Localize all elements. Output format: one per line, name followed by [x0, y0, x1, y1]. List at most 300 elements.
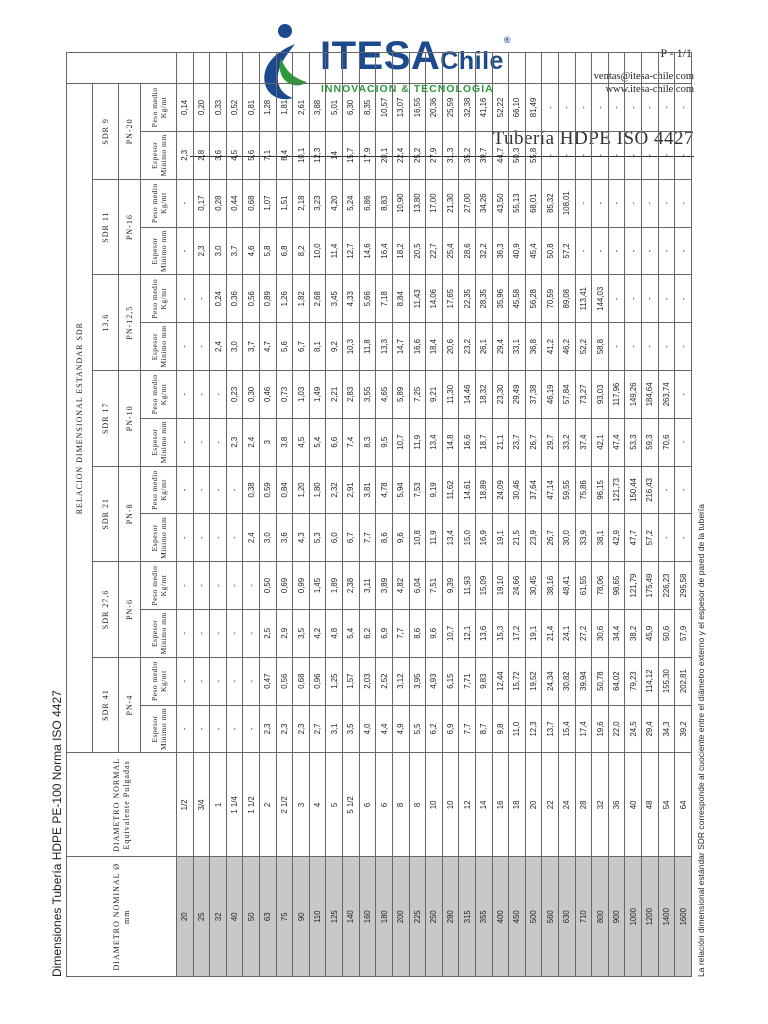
cell-espesor: 7,7	[459, 705, 476, 753]
table-row	[193, 53, 210, 977]
cell-peso: 14,46	[459, 370, 476, 418]
cell-pulgadas: 10	[426, 753, 443, 857]
cell-espesor: 13,4	[442, 514, 459, 562]
cell-espesor: 34,4	[608, 609, 625, 657]
cell-espesor: 34,3	[658, 705, 675, 753]
cell-peso: 0,84	[276, 466, 293, 514]
header-espesor: Espesor Mínimo mm	[141, 705, 177, 753]
cell-diametro-nominal: 32	[210, 857, 227, 977]
cell-espesor: 14,7	[392, 323, 409, 371]
cell-spacer	[276, 53, 293, 84]
cell-peso: 14,06	[426, 275, 443, 323]
cell-peso: 78,06	[592, 562, 609, 610]
cell-spacer	[575, 53, 592, 84]
cell-peso: 3,45	[326, 275, 343, 323]
cell-pulgadas: 6	[376, 753, 393, 857]
header-sdr: SDR 21	[93, 466, 119, 562]
cell-espesor: 42,1	[592, 418, 609, 466]
cell-peso: 0,50	[260, 562, 277, 610]
cell-peso: 0,56	[276, 657, 293, 705]
cell-peso: 7,53	[409, 466, 426, 514]
cell-espesor: -	[608, 323, 625, 371]
cell-peso: -	[210, 466, 227, 514]
cell-peso: 216,43	[642, 466, 659, 514]
cell-espesor: 5,6	[276, 323, 293, 371]
cell-espesor: -	[642, 323, 659, 371]
cell-peso: 35,96	[492, 275, 509, 323]
cell-espesor: 6,8	[276, 227, 293, 275]
cell-espesor: 4,2	[309, 609, 326, 657]
cell-espesor: -	[675, 131, 692, 179]
cell-espesor: -	[210, 609, 227, 657]
cell-espesor: 5,5	[409, 705, 426, 753]
cell-peso: 3,88	[309, 83, 326, 131]
header-rde: RELACION DIMENSIONAL ESTANDAR SDR	[67, 83, 93, 752]
cell-peso: 202,81	[675, 657, 692, 705]
cell-espesor: 15,3	[492, 609, 509, 657]
cell-peso: 1,03	[293, 370, 310, 418]
cell-espesor: 24,1	[559, 609, 576, 657]
cell-espesor: -	[177, 227, 194, 275]
cell-espesor: 14	[326, 131, 343, 179]
cell-spacer	[359, 53, 376, 84]
table-row	[343, 53, 360, 977]
cell-espesor: 45,9	[642, 609, 659, 657]
cell-peso: -	[542, 83, 559, 131]
cell-pulgadas: 40	[625, 753, 642, 857]
cell-espesor: -	[608, 131, 625, 179]
cell-espesor: 36,3	[492, 227, 509, 275]
cell-peso: -	[675, 275, 692, 323]
cell-pulgadas: 5	[326, 753, 343, 857]
cell-peso: 3,89	[376, 562, 393, 610]
cell-peso: -	[675, 466, 692, 514]
brand-tagline: INNOVACIÓN & TECNOLOGÍA	[321, 83, 494, 95]
cell-espesor: 15,7	[343, 131, 360, 179]
cell-pulgadas: 1	[210, 753, 227, 857]
header-pn: PN-6	[119, 562, 141, 658]
cell-espesor: 2,4	[210, 323, 227, 371]
cell-pulgadas: 22	[542, 753, 559, 857]
cell-espesor: -	[642, 227, 659, 275]
cell-espesor: 2,8	[193, 131, 210, 179]
cell-diametro-nominal: 20	[177, 857, 194, 977]
header-espesor: Espesor Mínimo mm	[141, 131, 177, 179]
cell-peso: -	[592, 83, 609, 131]
cell-peso: 3,81	[359, 466, 376, 514]
cell-espesor: 58,8	[592, 323, 609, 371]
cell-peso: 2,83	[343, 370, 360, 418]
cell-espesor: -	[210, 514, 227, 562]
cell-espesor: 27,9	[426, 131, 443, 179]
page-number: P - 1/1	[660, 46, 692, 60]
cell-peso: 0,44	[226, 179, 243, 227]
cell-espesor: 14,8	[442, 418, 459, 466]
cell-espesor: -	[675, 323, 692, 371]
cell-peso: 7,51	[426, 562, 443, 610]
cell-espesor: 3,6	[276, 514, 293, 562]
table-row	[675, 53, 692, 977]
cell-peso: 0,47	[260, 657, 277, 705]
cell-espesor: 33,2	[559, 418, 576, 466]
table-row	[243, 53, 260, 977]
cell-diametro-nominal: 225	[409, 857, 426, 977]
cell-spacer	[343, 53, 360, 84]
table-row	[226, 53, 243, 977]
cell-peso: 5,24	[343, 179, 360, 227]
cell-peso: 3,12	[392, 657, 409, 705]
cell-diametro-nominal: 75	[276, 857, 293, 977]
cell-espesor: 45,4	[525, 227, 542, 275]
cell-espesor: 12,7	[343, 227, 360, 275]
cell-diametro-nominal: 110	[309, 857, 326, 977]
cell-peso: 4,93	[426, 657, 443, 705]
cell-diametro-nominal: 280	[442, 857, 459, 977]
cell-espesor: 6,7	[293, 323, 310, 371]
cell-pulgadas: 32	[592, 753, 609, 857]
cell-espesor: 26,7	[525, 418, 542, 466]
cell-diametro-nominal: 315	[459, 857, 476, 977]
cell-espesor: 17,4	[575, 705, 592, 753]
cell-peso: 114,12	[642, 657, 659, 705]
cell-peso: 9,19	[426, 466, 443, 514]
cell-peso: 2,91	[343, 466, 360, 514]
cell-espesor: 44,7	[492, 131, 509, 179]
cell-peso: -	[608, 83, 625, 131]
cell-peso: 0,38	[243, 466, 260, 514]
cell-peso: -	[193, 562, 210, 610]
header-sdr: SDR 9	[93, 83, 119, 179]
cell-espesor: 50,3	[509, 131, 526, 179]
cell-pulgadas: 12	[459, 753, 476, 857]
cell-espesor: -	[608, 227, 625, 275]
cell-espesor: -	[542, 131, 559, 179]
cell-espesor: 5,4	[343, 609, 360, 657]
cell-pulgadas: 48	[642, 753, 659, 857]
cell-espesor: 2,3	[260, 705, 277, 753]
cell-peso: 37,64	[525, 466, 542, 514]
cell-espesor: -	[675, 418, 692, 466]
cell-espesor: 4,3	[293, 514, 310, 562]
cell-espesor: 8,6	[409, 609, 426, 657]
cell-peso: 39,94	[575, 657, 592, 705]
cell-pulgadas: 3/4	[193, 753, 210, 857]
cell-espesor: 9,6	[392, 514, 409, 562]
cell-spacer	[509, 53, 526, 84]
cell-espesor: 27,2	[575, 609, 592, 657]
header-sdr: SDR 41	[93, 657, 119, 753]
cell-espesor: -	[177, 323, 194, 371]
cell-espesor: 7,7	[392, 609, 409, 657]
cell-espesor: 3,0	[226, 323, 243, 371]
cell-espesor: 5,6	[243, 131, 260, 179]
cell-peso: 295,58	[675, 562, 692, 610]
cell-espesor: 33,9	[575, 514, 592, 562]
cell-peso: -	[177, 466, 194, 514]
cell-peso: 1,81	[276, 83, 293, 131]
cell-espesor: 53,3	[625, 418, 642, 466]
cell-espesor: 9,8	[492, 705, 509, 753]
cell-espesor: 30,6	[592, 609, 609, 657]
cell-peso: -	[675, 83, 692, 131]
cell-peso: 93,03	[592, 370, 609, 418]
cell-peso: 0,99	[293, 562, 310, 610]
cell-espesor: 6,2	[426, 705, 443, 753]
cell-espesor: -	[193, 514, 210, 562]
cell-diametro-nominal: 1000	[625, 857, 642, 977]
cell-espesor: -	[658, 227, 675, 275]
cell-peso: -	[675, 179, 692, 227]
cell-peso: 2,38	[343, 562, 360, 610]
cell-espesor: 10,1	[293, 131, 310, 179]
cell-espesor: 70,6	[658, 418, 675, 466]
header-espesor: Espesor Mínimo mm	[141, 418, 177, 466]
cell-espesor: 17,9	[359, 131, 376, 179]
cell-peso: 4,20	[326, 179, 343, 227]
contact-email[interactable]: ventas@itesa-chile.com	[593, 71, 694, 82]
cell-espesor: 15,0	[459, 514, 476, 562]
cell-peso: -	[675, 370, 692, 418]
cell-peso: -	[658, 83, 675, 131]
cell-espesor: 6,6	[326, 418, 343, 466]
cell-spacer	[293, 53, 310, 84]
cell-peso: 98,65	[608, 562, 625, 610]
table-row	[459, 53, 476, 977]
cell-espesor: 19,1	[492, 514, 509, 562]
cell-espesor: 2,3	[226, 418, 243, 466]
cell-pulgadas: 16	[492, 753, 509, 857]
cell-spacer	[243, 53, 260, 84]
cell-espesor: 8,4	[276, 131, 293, 179]
brand-name: ITESAChile®	[320, 34, 512, 78]
cell-pulgadas: 8	[409, 753, 426, 857]
cell-peso: 20,36	[426, 83, 443, 131]
cell-peso: 5,89	[392, 370, 409, 418]
table-row	[326, 53, 343, 977]
cell-pulgadas: 24	[559, 753, 576, 857]
cell-peso: 0,20	[193, 83, 210, 131]
cell-diametro-nominal: 400	[492, 857, 509, 977]
cell-peso: 5,94	[392, 466, 409, 514]
cell-espesor: 4,9	[392, 705, 409, 753]
cell-peso: 55,13	[509, 179, 526, 227]
cell-peso: 61,55	[575, 562, 592, 610]
cell-peso: 28,35	[475, 275, 492, 323]
table-title: Dimensiones Tubería HDPE PE-100 Norma ISO 4427	[50, 690, 64, 977]
cell-peso: 149,26	[625, 370, 642, 418]
cell-diametro-nominal: 355	[475, 857, 492, 977]
cell-pulgadas: 18	[509, 753, 526, 857]
cell-peso: 0,17	[193, 179, 210, 227]
cell-peso: 22,35	[459, 275, 476, 323]
header-pn: PN-20	[119, 83, 141, 179]
cell-peso: 263,74	[658, 370, 675, 418]
header-peso: Peso medio Kg/mt	[141, 657, 177, 705]
cell-peso: -	[193, 657, 210, 705]
cell-peso: 6,86	[359, 179, 376, 227]
cell-espesor: -	[592, 227, 609, 275]
cell-espesor: 4,8	[326, 609, 343, 657]
cell-peso: 19,10	[492, 562, 509, 610]
cell-espesor: 12,3	[309, 131, 326, 179]
cell-espesor: 47,4	[608, 418, 625, 466]
cell-espesor: 13,6	[475, 609, 492, 657]
cell-pulgadas: 8	[392, 753, 409, 857]
cell-espesor: 10,0	[309, 227, 326, 275]
cell-peso: 70,59	[542, 275, 559, 323]
cell-peso: -	[226, 657, 243, 705]
header-pn: PN-10	[119, 370, 141, 466]
cell-espesor: 36,8	[525, 323, 542, 371]
cell-diametro-nominal: 160	[359, 857, 376, 977]
header-diametro-nominal: DIAMETRO NOMINAL Ø mm	[67, 857, 177, 977]
cell-peso: 73,27	[575, 370, 592, 418]
cell-peso: -	[210, 657, 227, 705]
cell-peso: -	[592, 179, 609, 227]
cell-peso: 0,59	[260, 466, 277, 514]
cell-espesor: 7,1	[260, 131, 277, 179]
cell-pulgadas: 1 1/4	[226, 753, 243, 857]
cell-peso: 41,16	[475, 83, 492, 131]
header-sdr: 13,6	[93, 275, 119, 371]
cell-peso: 7,71	[459, 657, 476, 705]
cell-pulgadas: 64	[675, 753, 692, 857]
table-row	[442, 53, 459, 977]
table-footnote: La relación dimensional estándar SDR corresponde al cuociente entre el diámetro externo y el espesor de pared de la tubería	[696, 504, 706, 977]
cell-espesor: 46,2	[559, 323, 576, 371]
cell-diametro-nominal: 140	[343, 857, 360, 977]
cell-espesor: 16,6	[459, 418, 476, 466]
cell-spacer	[492, 53, 509, 84]
cell-peso: 1,07	[260, 179, 277, 227]
cell-espesor: -	[625, 131, 642, 179]
cell-espesor: 4,0	[359, 705, 376, 753]
cell-espesor: 39,7	[475, 131, 492, 179]
cell-pulgadas: 4	[309, 753, 326, 857]
table-body	[67, 53, 692, 977]
cell-espesor: 8,3	[359, 418, 376, 466]
cell-espesor: 4,7	[260, 323, 277, 371]
cell-peso: -	[193, 275, 210, 323]
cell-espesor: 23,9	[525, 514, 542, 562]
cell-espesor: 2,4	[243, 418, 260, 466]
header-pn: PN-8	[119, 466, 141, 562]
cell-peso: -	[177, 562, 194, 610]
header-espesor: Espesor Mínimo mm	[141, 227, 177, 275]
cell-diametro-nominal: 50	[243, 857, 260, 977]
cell-espesor: 5,4	[309, 418, 326, 466]
cell-pulgadas: 28	[575, 753, 592, 857]
cell-spacer	[426, 53, 443, 84]
cell-peso: 2,32	[326, 466, 343, 514]
pipe-dimensions-table	[66, 52, 692, 977]
cell-espesor: 4,5	[226, 131, 243, 179]
cell-peso: 47,14	[542, 466, 559, 514]
cell-diametro-nominal: 900	[608, 857, 625, 977]
cell-espesor: -	[177, 705, 194, 753]
cell-spacer	[210, 53, 227, 84]
cell-peso: 108,01	[559, 179, 576, 227]
cell-espesor: -	[243, 609, 260, 657]
cell-peso: -	[210, 370, 227, 418]
cell-peso: 0,52	[226, 83, 243, 131]
cell-espesor: 57,2	[642, 514, 659, 562]
cell-peso: -	[559, 83, 576, 131]
cell-diametro-nominal: 200	[392, 857, 409, 977]
cell-espesor: 6,9	[442, 705, 459, 753]
cell-espesor: -	[193, 323, 210, 371]
cell-peso: 11,62	[442, 466, 459, 514]
cell-espesor: 19,6	[592, 705, 609, 753]
cell-espesor: 21,1	[492, 418, 509, 466]
cell-peso: 13,80	[409, 179, 426, 227]
cell-espesor: -	[625, 323, 642, 371]
cell-peso: 117,96	[608, 370, 625, 418]
cell-espesor: 10,7	[442, 609, 459, 657]
cell-espesor: 23,7	[509, 418, 526, 466]
cell-espesor: 16,6	[409, 323, 426, 371]
cell-espesor: 11,9	[409, 418, 426, 466]
cell-peso: -	[625, 83, 642, 131]
cell-espesor: 20,5	[409, 227, 426, 275]
cell-peso: 0,46	[260, 370, 277, 418]
rotated-table-area	[50, 47, 754, 977]
cell-spacer	[392, 53, 409, 84]
cell-espesor: 12,1	[459, 609, 476, 657]
cell-espesor: 9,5	[376, 418, 393, 466]
cell-peso: 48,41	[559, 562, 576, 610]
cell-peso: -	[177, 275, 194, 323]
header-espesor: Espesor Mínimo mm	[141, 514, 177, 562]
cell-diametro-nominal: 40	[226, 857, 243, 977]
cell-peso: 59,55	[559, 466, 576, 514]
cell-peso: 3,95	[409, 657, 426, 705]
cell-espesor: 10,3	[343, 323, 360, 371]
cell-espesor: 57,9	[675, 609, 692, 657]
cell-espesor: 57,2	[559, 227, 576, 275]
cell-peso: 66,10	[509, 83, 526, 131]
cell-espesor: 59,3	[642, 418, 659, 466]
cell-espesor: -	[226, 705, 243, 753]
cell-espesor: 19,1	[525, 609, 542, 657]
cell-peso: 144,03	[592, 275, 609, 323]
table-row	[575, 53, 592, 977]
cell-espesor: 3,1	[326, 705, 343, 753]
table-row	[359, 53, 376, 977]
contact-website[interactable]: www.itesa-chile.com	[605, 84, 694, 95]
cell-peso: 175,49	[642, 562, 659, 610]
cell-peso: -	[210, 562, 227, 610]
cell-espesor: 3,5	[343, 705, 360, 753]
cell-espesor: 18,4	[426, 323, 443, 371]
cell-peso: 0,68	[293, 657, 310, 705]
document-title: Tubería HDPE ISO 4427	[492, 128, 694, 149]
cell-espesor: 22,7	[426, 227, 443, 275]
cell-espesor: 6,2	[359, 609, 376, 657]
cell-espesor: 2,9	[276, 609, 293, 657]
cell-espesor: 14,6	[359, 227, 376, 275]
cell-spacer	[409, 53, 426, 84]
cell-pulgadas: 2	[260, 753, 277, 857]
cell-peso: 34,26	[475, 179, 492, 227]
cell-spacer	[658, 53, 675, 84]
cell-diametro-nominal: 710	[575, 857, 592, 977]
cell-peso: 2,61	[293, 83, 310, 131]
cell-espesor: 5,8	[260, 227, 277, 275]
cell-espesor: 3,0	[260, 514, 277, 562]
cell-espesor: 2,3	[193, 227, 210, 275]
header-diametro-normal: DIAMETRO NORMAL Equivalente Pulgadas	[67, 753, 177, 857]
